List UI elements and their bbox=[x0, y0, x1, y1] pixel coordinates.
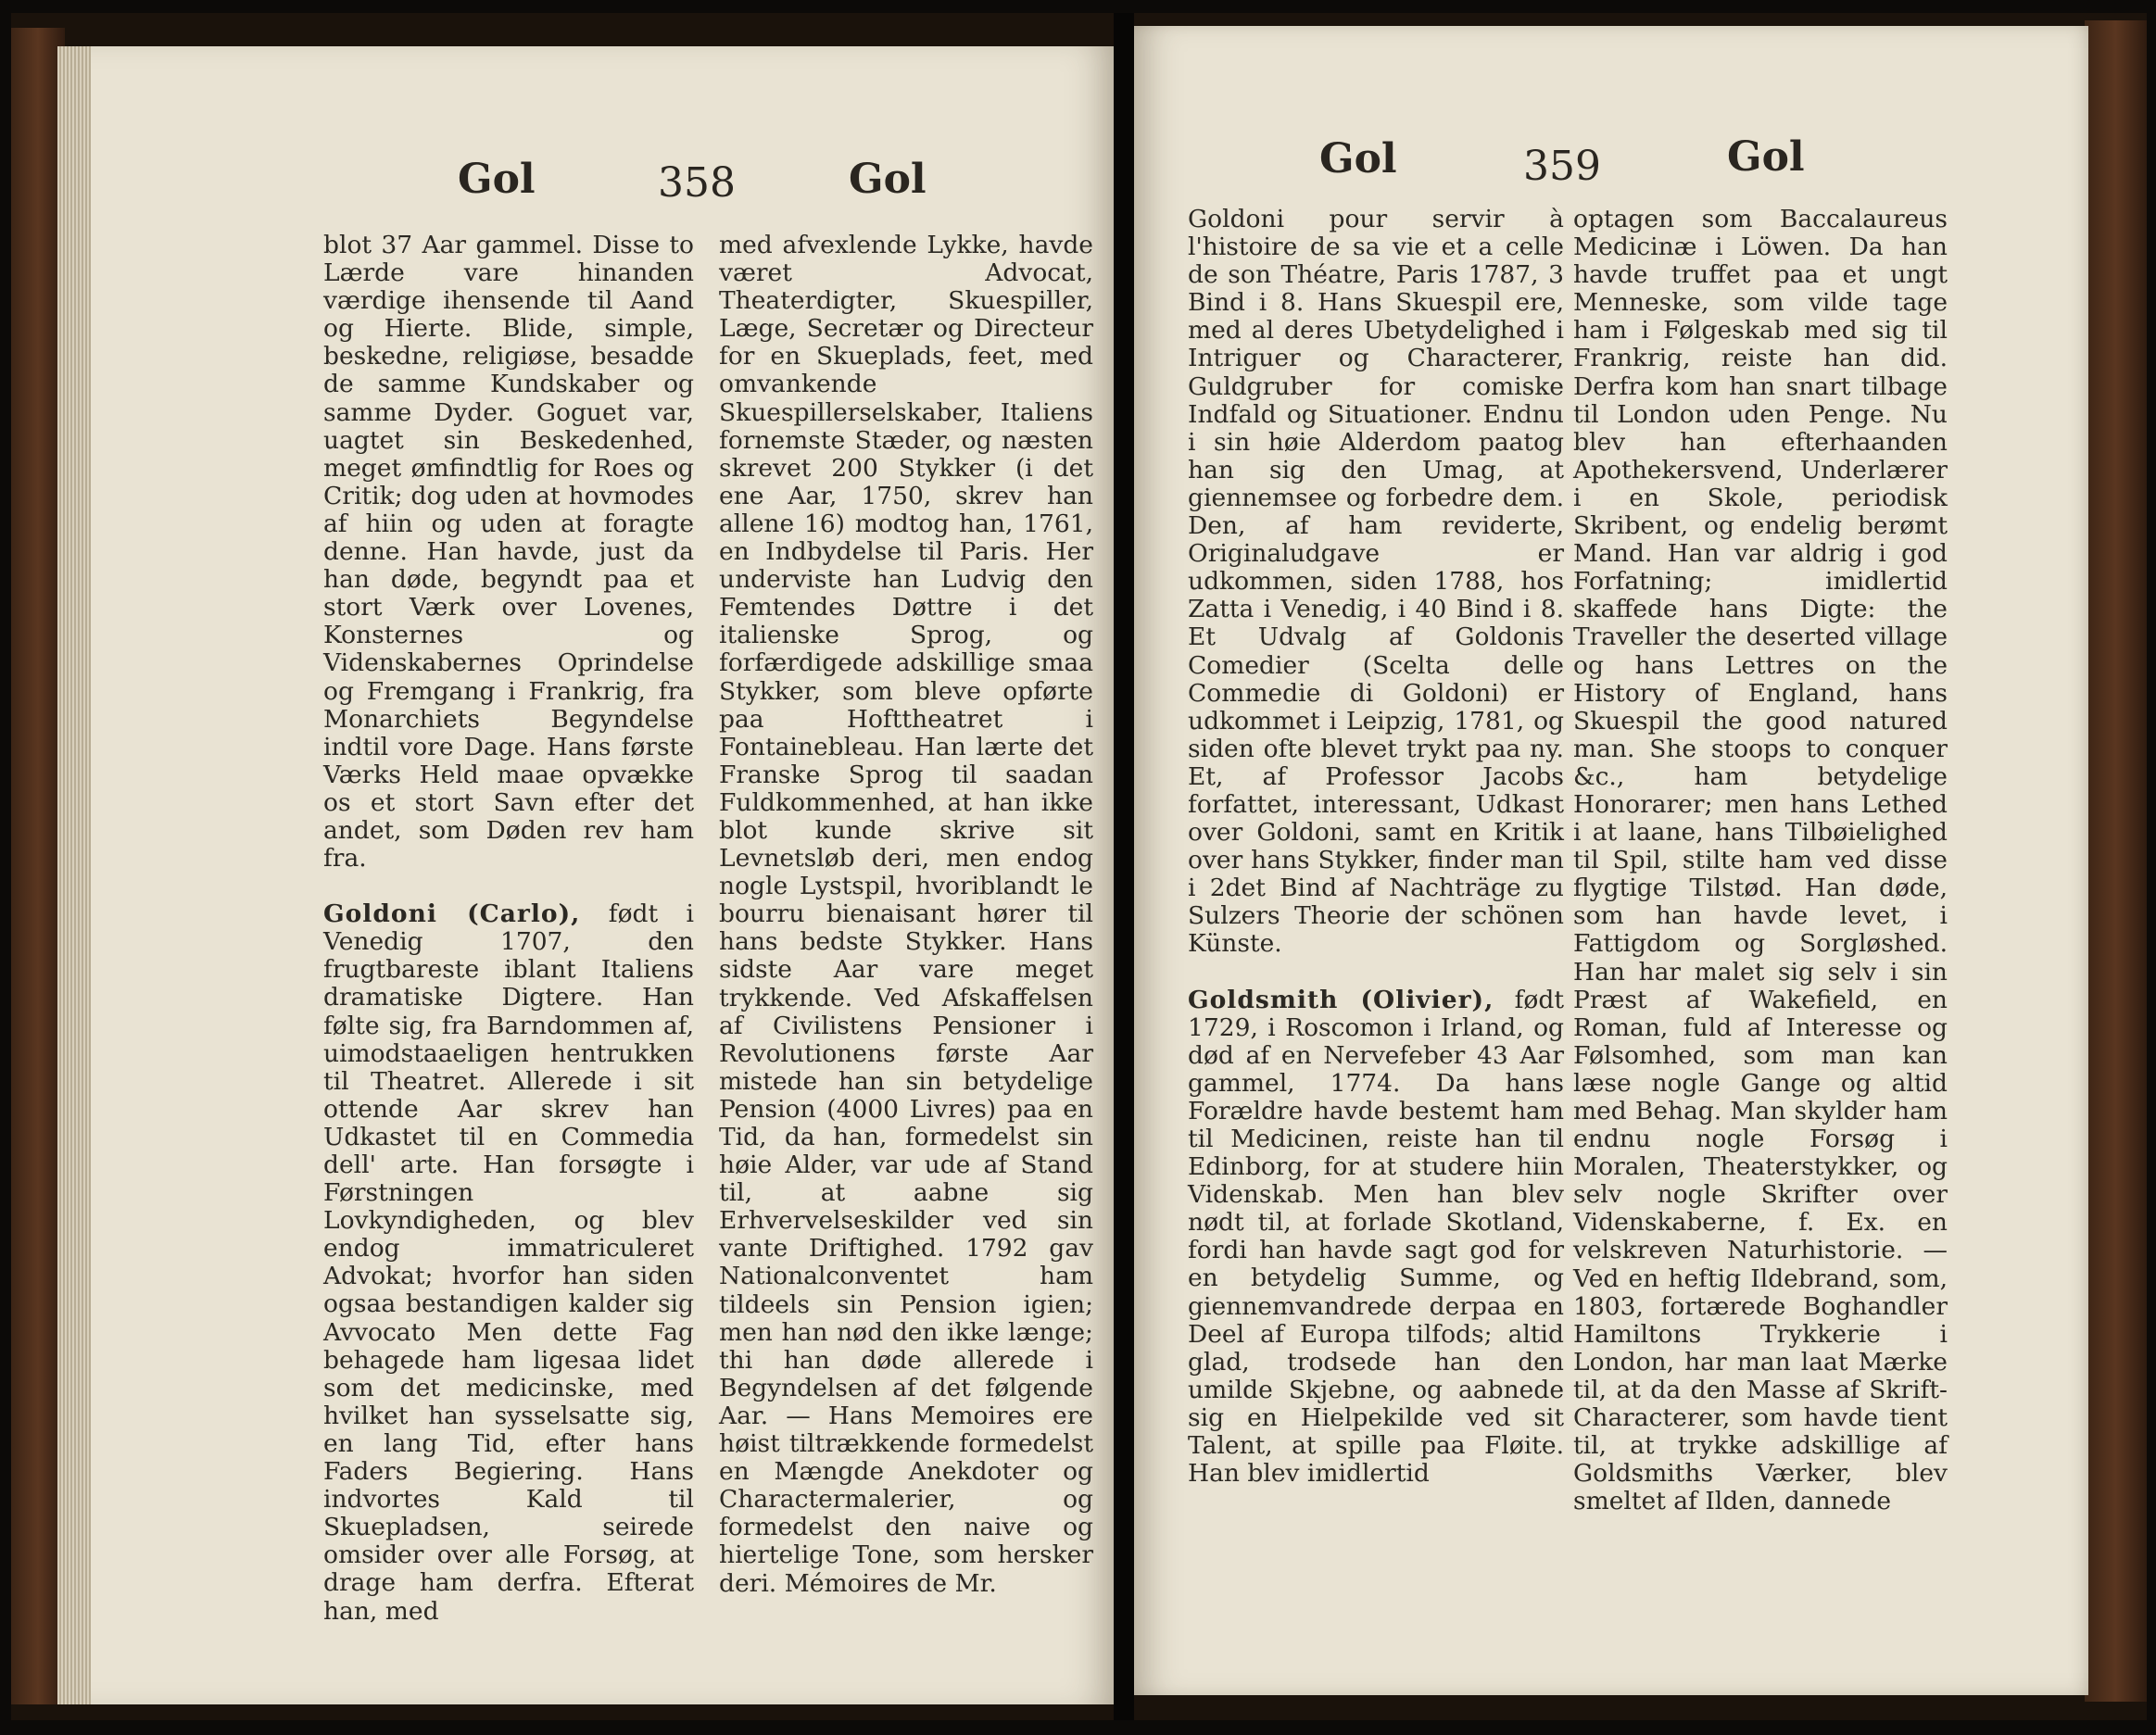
right-page-column-2 bbox=[1573, 206, 1948, 1515]
book-cover-right bbox=[2085, 20, 2147, 1702]
paragraph-text: optagen som Baccalaureus Medicinæ i Löwen. Da han havde truffet paa et ungt Menneske, som vilde tage ham i Følgeskab med sig til Frankrig, reiste han did. Derfra kom han snart tilbage til London uden Penge. Nu blev han efterhaanden Apothekersvend, Underlærer i en Skole, periodisk Skribent, og endelig berømt Mand. Han var aldrig i god Forfatning; imidlertid skaffede hans Digte: the Traveller the deserted village og hans Lettres on the History of England, hans Skuespil the good natured man. She stoops to conquer &c., ham betydelige Honorarer; men hans Lethed i at laane, hans Tilbøielighed til Spil, stilte ham ved disse flygtige Tilstød. Han døde, som han havde levet, i Fattigdom og Sorgløshed. Han har malet sig selv i sin Præst af Wakefield, en Roman, fuld af Interesse og Følsomhed, som man kan læse nogle Gange og altid med Behag. Man skylder ham endnu nogle Forsøg i Moralen, Theaterstykker, og selv nogle Skrifter over Videnskaberne, f. Ex. en velskreven Naturhistorie. — Ved en heftig Ildebrand, som, 1803, fortærede Boghandler Hamiltons Trykkerie i London, har man laat Mærke til, at da den Masse af Skrift-Characterer, som havde tient til, at trykke adskillige af Goldsmiths Værker, blev smeltet af Ilden, dannede bbox=[1573, 205, 1948, 1516]
left-page-column-1 bbox=[323, 232, 694, 1626]
entry-goldoni bbox=[323, 900, 694, 1625]
paragraph bbox=[1188, 206, 1564, 959]
left-page-column-2 bbox=[719, 232, 1093, 1598]
left-page-header-left-word: Gol bbox=[458, 156, 536, 203]
paragraph-text: med afvexlende Lykke, havde været Advocat, Theaterdigter, Skuespiller, Læge, Secretær og Directeur for en Skueplads, feet, med omvankende Skuespillerselskaber, Italiens fornemste Stæder, og næsten skrevet 200 Stykker (i det ene Aar, 1750, skrev han allene 16) modtog han, 1761, en Indbydelse til Paris. Her underviste han Ludvig den Femtendes Døttre i det italienske Sprog, og forfærdigede adskillige smaa Stykker, som bleve opførte paa Hofttheatret i Fontainebleau. Han lærte det Franske Sprog til saadan Fuldkommenhed, at han ikke blot kunde skrive sit Levnetsløb deri, men endog nogle Lystspil, hvoriblandt le bourru bienaisant hører til hans bedste Stykker. Hans sidste Aar vare meget trykkende. Ved Afskaffelsen af Civilistens Pensioner i Revolutionens første Aar mistede han sin betydelige Pension (4000 Livres) paa en Tid, da han, formedelst sin høie Alder, var ude af Stand til, at aabne sig Erhvervelseskilder ved sin vante Driftighed. 1792 gav Nationalconventet ham tildeels sin Pension igien; men han nød den ikke længe; thi han døde allerede i Begyndelsen af det følgende Aar. — Hans Memoires ere høist tiltrækkende formedelst en Mængde Anekdoter og Charactermalerier, og formedelst den naive og hiertelige Tone, som hersker deri. Mémoires de Mr. bbox=[719, 231, 1093, 1598]
page-edges bbox=[57, 46, 93, 1704]
right-page bbox=[1134, 26, 2088, 1695]
paragraph-text: blot 37 Aar gammel. Disse to Lærde vare hinanden værdige ihensende til Aand og Hierte. Blide, simple, beskedne, religiøse, besadde de samme Kundskaber og samme Dyder. Goguet var, uagtet sin Beskedenhed, meget ømfindtlig for Roes og Critik; dog uden at hovmodes af hiin og uden at foragte denne. Han havde, just da han døde, begyndt paa et stort Værk over Lovenes, Konsternes og Videnskabernes Oprindelse og Fremgang i Frankrig, fra Monarchiets Begyndelse indtil vore Dage. Hans første Værks Held maae opvække os et stort Savn efter det andet, som Døden rev ham fra. bbox=[323, 231, 694, 874]
entry-text: født 1729, i Roscomon i Irland, og død af en Nervefeber 43 Aar gammel, 1774. Da hans Forældre havde bestemt ham til Medicinen, reiste han til Edinborg, for at studere hiin Videnskab. Men han blev nødt til, at forlade Skotland, fordi han havde sagt god for en betydelig Summe, og giennemvandrede derpaa en Deel af Europa tilfods; altid glad, trodsede han den umilde Skjebne, og aabnede sig en Hielpekilde ved sit Talent, at spille paa Fløite. Han blev imidlertid bbox=[1188, 985, 1564, 1489]
entry-heading: Goldoni (Carlo), bbox=[323, 899, 581, 929]
paragraph bbox=[323, 232, 694, 873]
paragraph-text: Goldoni pour servir à l'histoire de sa vie et a celle de son Théatre, Paris 1787, 3 Bind i 8. Hans Skuespil ere, med al deres Ubetydelighed i Intriguer og Characterer, Guldgruber for comiske Indfald og Situationer. Endnu i sin høie Alderdom paatog han sig den Umag, at giennemsee og forbedre dem. Den, af ham reviderte, Originaludgave er udkommen, siden 1788, hos Zatta i Venedig, i 40 Bind i 8. Et Udvalg af Goldonis Comedier (Scelta delle Commedie di Goldoni) er udkommet i Leipzig, 1781, og siden ofte blevet trykt paa ny. Et, af Professor Jacobs forfattet, interessant, Udkast over Goldoni, samt en Kritik over hans Stykker, finder man i 2det Bind af Nachträge zu Sulzers Theorie der schönen Künste. bbox=[1188, 205, 1564, 959]
entry-text: født i Venedig 1707, den frugtbareste iblant Italiens dramatiske Digtere. Han følte sig, fra Barndommen af, uimodstaaeligen hentrukken til Theatret. Allerede i sit ottende Aar skrev han Udkastet til en Commedia dell' arte. Han forsøgte i Førstningen Lovkyndigheden, og blev endog immatriculeret Advokat; hvorfor han siden ogsaa bestandigen kalder sig Avvocato Men dette Fag behagede ham ligesaa lidet som det medicinske, med hvilket han sysselsatte sig, en lang Tid, efter hans Faders Begiering. Hans indvortes Kald til Skuepladsen, seirede omsider over alle Forsøg, at drage ham derfra. Efterat han, med bbox=[323, 899, 694, 1626]
paragraph bbox=[719, 232, 1093, 1598]
entry-heading: Goldsmith (Olivier), bbox=[1188, 985, 1494, 1014]
right-page-header-left-word: Gol bbox=[1319, 135, 1397, 182]
entry-goldsmith bbox=[1188, 987, 1564, 1489]
paragraph bbox=[1573, 206, 1948, 1515]
left-page bbox=[91, 46, 1114, 1704]
left-page-number: 358 bbox=[658, 159, 736, 207]
book-gutter bbox=[1114, 13, 1134, 1720]
right-page-column-1 bbox=[1188, 206, 1564, 1488]
left-page-header-right-word: Gol bbox=[849, 156, 927, 203]
right-page-header-right-word: Gol bbox=[1727, 133, 1805, 181]
right-page-number: 359 bbox=[1523, 143, 1601, 190]
